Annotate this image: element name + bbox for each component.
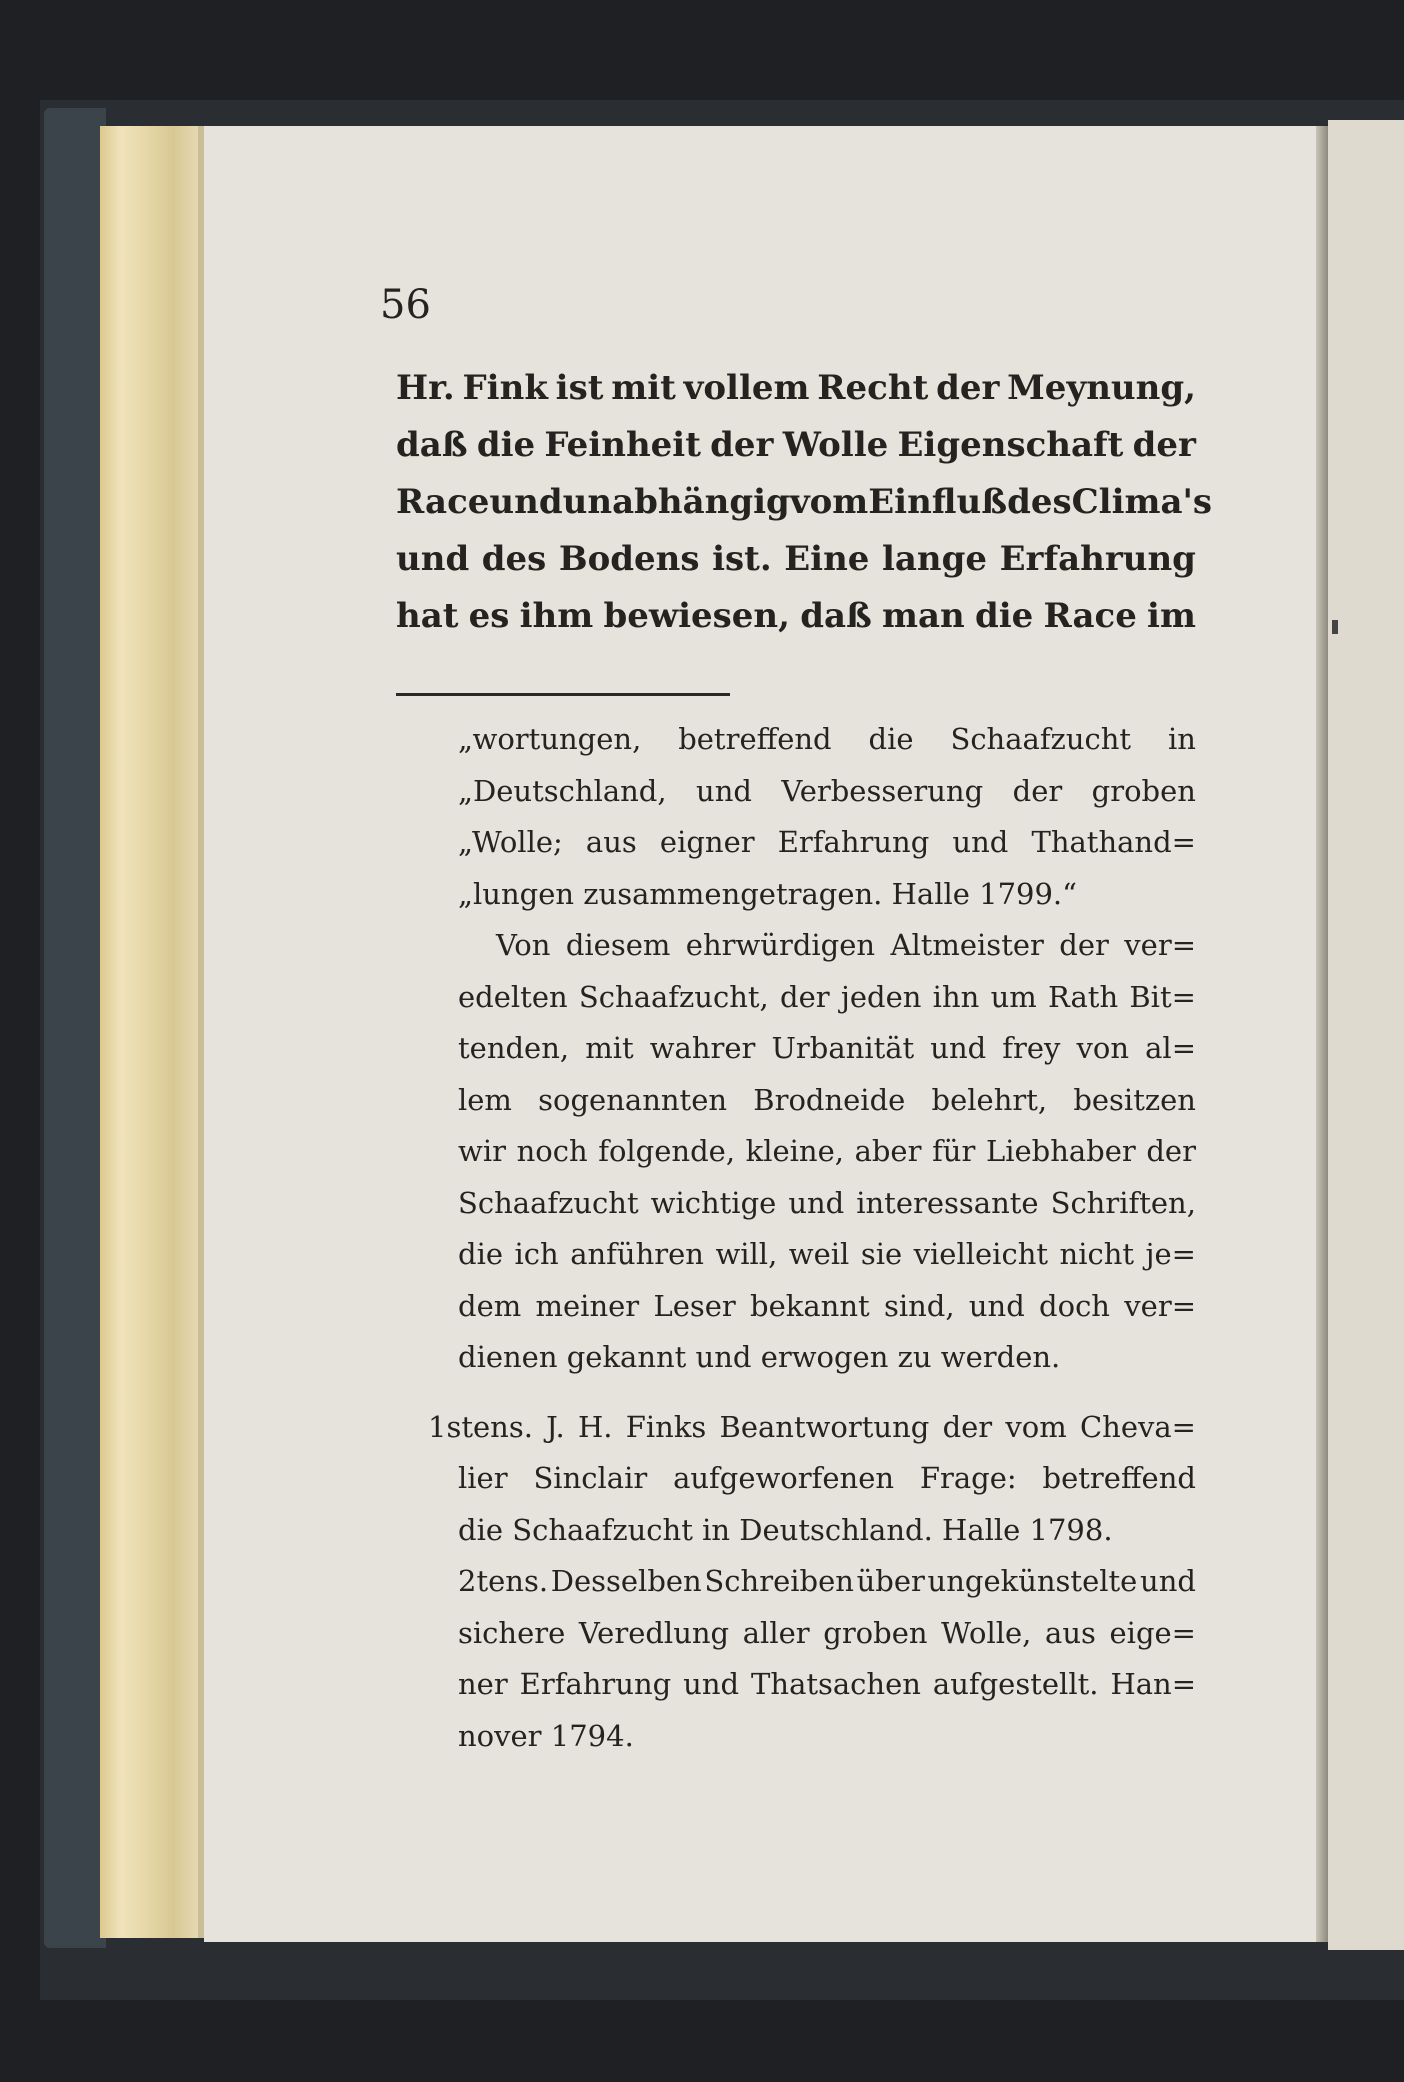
footnote-line: Schaafzucht wichtige und interessante Schriften, — [458, 1185, 1196, 1220]
main-text-line: daß die Feinheit der Wolle Eigenschaft der — [396, 425, 1196, 465]
main-text-line: Hr. Fink ist mit vollem Recht der Meynung, — [396, 368, 1196, 408]
footnote-line: die ich anführen will, weil sie vielleicht nicht je= — [458, 1237, 1196, 1271]
footnote-line: lem sogenannten Brodneide belehrt, besitzen — [458, 1082, 1196, 1117]
footnote-line: edelten Schaafzucht, der jeden ihn um Rath Bit= — [458, 979, 1196, 1014]
footnote-rule — [396, 693, 730, 696]
main-text-line: hat es ihm bewiesen, daß man die Race im — [396, 596, 1196, 636]
page-number: 56 — [380, 282, 431, 328]
page-gutter — [1316, 126, 1328, 1942]
footnote-line: dem meiner Leser bekannt sind, und doch ver= — [458, 1288, 1196, 1323]
footnote-line: „Deutschland, und Verbesserung der groben — [458, 773, 1196, 808]
footnote-line: ner Erfahrung und Thatsachen aufgestellt. Han= — [458, 1667, 1196, 1701]
main-text-line: und des Bodens ist. Eine lange Erfahrung — [396, 539, 1196, 579]
footnote-line: lier Sinclair aufgeworfenen Frage: betreffend — [458, 1461, 1196, 1495]
footnote-line: tenden, mit wahrer Urbanität und frey von al= — [458, 1031, 1196, 1065]
footnote-line: nover 1794. — [458, 1718, 634, 1753]
footnote-line: „wortungen, betreffend die Schaafzucht in — [458, 722, 1196, 756]
footnote-line: „Wolle; aus eigner Erfahrung und Thathand= — [458, 825, 1196, 859]
facing-page-edge — [1328, 120, 1404, 1950]
facing-page-mark — [1332, 620, 1338, 634]
footnote-line: wir noch folgende, kleine, aber für Liebhaber der — [458, 1134, 1196, 1168]
footnote-line: dienen gekannt und erwogen zu werden. — [458, 1340, 1061, 1374]
footnote-line: die Schaafzucht in Deutschland. Halle 1798. — [458, 1512, 1113, 1547]
footnote-line: sichere Veredlung aller groben Wolle, aus eige= — [458, 1615, 1196, 1650]
footnote-line: Von diesem ehrwürdigen Altmeister der ver= — [496, 928, 1196, 962]
main-text-line: Race und unabhängig vom Einfluß des Clima's — [396, 482, 1213, 522]
footnote-line: „lungen zusammengetragen. Halle 1799.“ — [458, 876, 1077, 911]
book-spine-edge — [44, 108, 106, 1948]
footnote-line: 1stens. J. H. Finks Beantwortung der vom Cheva= — [428, 1409, 1196, 1444]
page-edges — [100, 126, 204, 1938]
footnote-line: 2tens. Desselben Schreiben über ungekünstelte und — [458, 1564, 1196, 1598]
